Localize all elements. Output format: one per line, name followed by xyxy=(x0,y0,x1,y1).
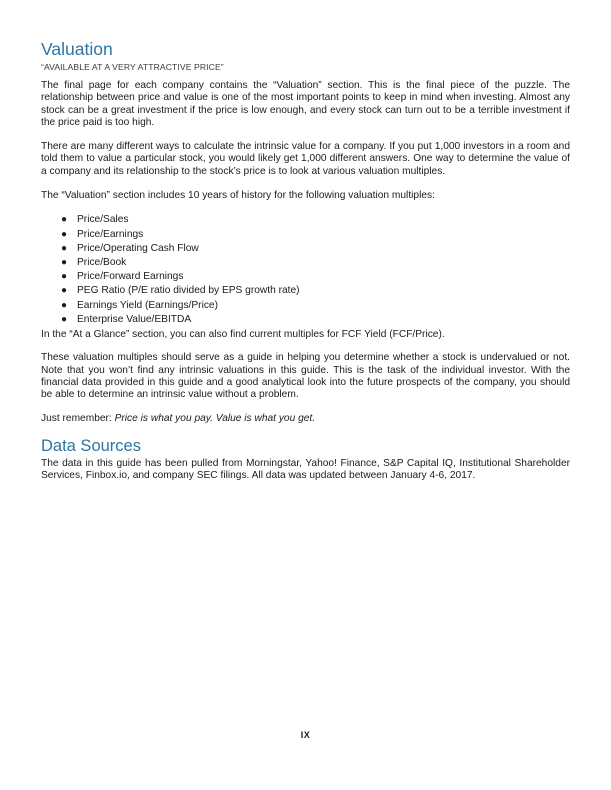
bullet-icon: ● xyxy=(61,228,68,240)
closing-prefix: Just remember: xyxy=(41,413,115,425)
valuation-paragraph-5: These valuation multiples should serve as a guide in helping you determine whether a stock is undervalued or not. Note that you won’t find any intrinsic valuations in this guide. This is the task of the individual investor. With the financial data provided in this guide and a good analytical look into the future prospects of the company, you should be able to determine an intrinsic value without a problem. xyxy=(41,352,570,401)
list-item-text: Enterprise Value/EBITDA xyxy=(77,313,192,325)
bullet-icon: ● xyxy=(61,214,68,226)
list-item xyxy=(61,284,570,298)
list-item xyxy=(61,299,570,313)
valuation-multiples-list xyxy=(41,213,570,327)
page-content xyxy=(41,38,570,482)
data-sources-paragraph: The data in this guide has been pulled from Morningstar, Yahoo! Finance, S&P Capital IQ, Institutional Shareholder Services, Finbox.io, and company SEC filings. All data was updated between January 4-6, 2017. xyxy=(41,457,570,482)
list-item-text: Price/Earnings xyxy=(77,228,144,240)
valuation-closing-line xyxy=(41,413,570,425)
bullet-icon: ● xyxy=(61,285,68,297)
bullet-icon: ● xyxy=(61,313,68,325)
valuation-paragraph-2: There are many different ways to calculate the intrinsic value for a company. If you put 1,000 investors in a room and told them to value a particular stock, you would likely get 1,000 different answers. One way to determine the value of a company and its relationship to the stock’s price is to look at various valuation multiples. xyxy=(41,141,570,177)
list-item-text: Earnings Yield (Earnings/Price) xyxy=(77,299,218,311)
data-sources-heading: Data Sources xyxy=(41,436,141,455)
valuation-paragraph-1: The final page for each company contains the “Valuation” section. This is the final piece of the puzzle. The relationship between price and value is one of the most important points to keep in mind when investing. Almost any stock can be a great investment if the price is low enough, and every stock can turn out to be a terrible investment if the price paid is too high. xyxy=(41,80,570,128)
bullet-icon: ● xyxy=(61,299,68,311)
list-item-text: Price/Operating Cash Flow xyxy=(77,242,199,254)
valuation-paragraph-4: In the “At a Glance” section, you can also find current multiples for FCF Yield (FCF/Price). xyxy=(41,329,445,340)
list-item-text: PEG Ratio (P/E ratio divided by EPS growth rate) xyxy=(77,285,300,297)
closing-quote: Price is what you pay. Value is what you get. xyxy=(114,413,316,425)
valuation-subtitle: “AVAILABLE AT A VERY ATTRACTIVE PRICE” xyxy=(41,62,224,72)
list-item xyxy=(61,213,570,227)
valuation-paragraph-3: The “Valuation” section includes 10 years of history for the following valuation multiples: xyxy=(41,190,435,202)
list-item xyxy=(61,270,570,284)
list-item xyxy=(61,313,570,327)
bullet-icon: ● xyxy=(61,271,68,283)
valuation-heading: Valuation xyxy=(41,39,113,59)
bullet-icon: ● xyxy=(61,256,68,268)
list-item xyxy=(61,228,570,242)
list-item-text: Price/Book xyxy=(77,256,127,268)
list-item xyxy=(61,256,570,270)
page-number: IX xyxy=(300,730,311,740)
bullet-icon: ● xyxy=(61,242,68,254)
list-item-text: Price/Forward Earnings xyxy=(77,271,184,283)
list-item xyxy=(61,242,570,256)
list-item-text: Price/Sales xyxy=(77,214,129,226)
